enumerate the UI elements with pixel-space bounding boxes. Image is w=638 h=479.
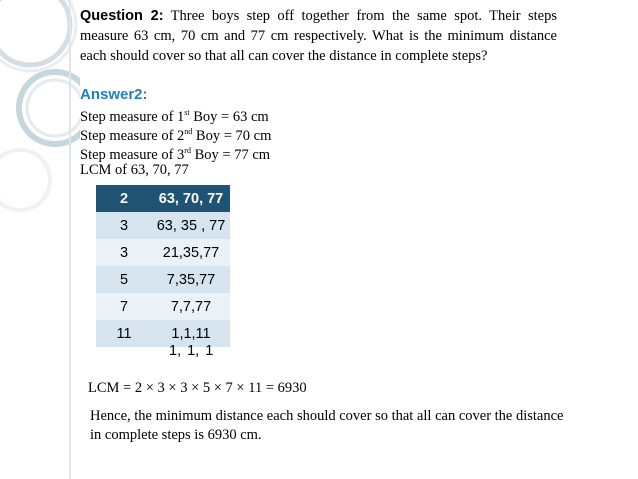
values-cell: 7,35,77	[152, 266, 230, 293]
answer-label: Answer2:	[80, 86, 148, 103]
values-cell: 7,7,77	[152, 293, 230, 320]
values-cell: 1,1,11	[152, 320, 230, 347]
divisor-cell: 11	[96, 320, 152, 347]
divisor-cell: 7	[96, 293, 152, 320]
step-measure-1: Step measure of 1st Boy = 63 cm	[80, 108, 269, 125]
table-row	[96, 293, 230, 320]
table-row	[96, 239, 230, 266]
step-measure-3: Step measure of 3rd Boy = 77 cm	[80, 146, 271, 163]
values-cell: 63, 70, 77	[152, 185, 230, 212]
lcm-result: LCM = 2 × 3 × 3 × 5 × 7 × 11 = 6930	[88, 380, 307, 396]
final-quotient-row: 1, 1, 1	[169, 343, 214, 359]
divisor-cell: 3	[96, 212, 152, 239]
table-row	[96, 212, 230, 239]
divisor-cell: 5	[96, 266, 152, 293]
table-row	[96, 266, 230, 293]
question-paragraph	[80, 6, 557, 66]
values-cell: 21,35,77	[152, 239, 230, 266]
step-measure-2: Step measure of 2nd Boy = 70 cm	[80, 127, 272, 144]
divisor-cell: 2	[96, 185, 152, 212]
values-cell: 63, 35 , 77	[152, 212, 230, 239]
table-row	[96, 185, 230, 212]
question-label: Question 2:	[80, 8, 164, 24]
divisor-cell: 3	[96, 239, 152, 266]
lcm-of-line: LCM of 63, 70, 77	[80, 162, 189, 178]
decorative-circles	[0, 0, 80, 479]
conclusion-text: Hence, the minimum distance each should cover so that all can cover the distance in complete steps is 6930 cm.	[90, 408, 564, 443]
question-text: Three boys step off together from the same spot. Their steps measure 63 cm, 70 cm and 77 cm respectively. What is the minimum distance each should cover so that all can cover the distance in complete steps?	[80, 8, 557, 64]
division-table	[96, 185, 230, 347]
